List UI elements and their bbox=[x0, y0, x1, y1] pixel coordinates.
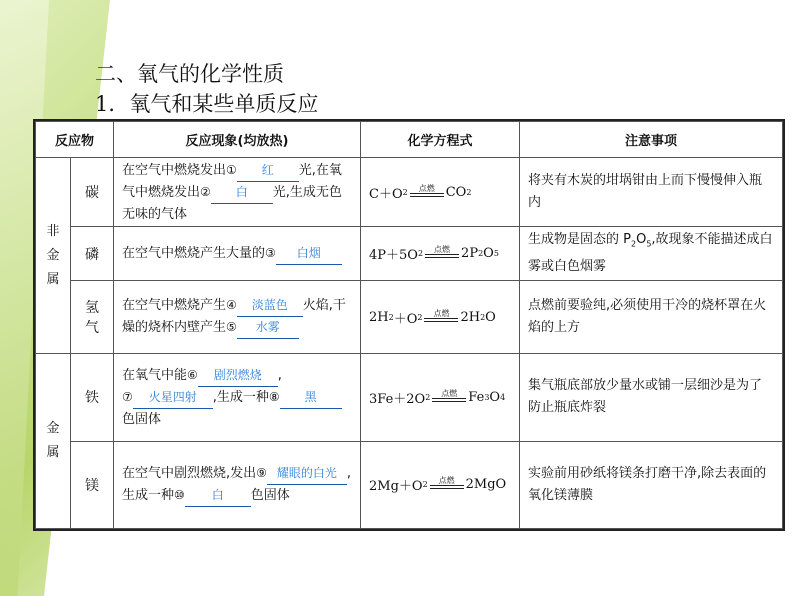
blank-number: ③ bbox=[265, 245, 276, 260]
blank-number: ⑧ bbox=[268, 389, 280, 404]
text: ,生成一种 bbox=[122, 465, 352, 503]
eq-sub: 2 bbox=[480, 312, 486, 322]
table-row-iron bbox=[36, 354, 783, 441]
table-row-hydrogen bbox=[36, 281, 783, 354]
eq-rhs: O bbox=[483, 246, 494, 262]
header-phenomenon: 反应现象(均放热) bbox=[114, 122, 361, 158]
eq-sub: 2 bbox=[478, 249, 484, 259]
header-equation: 化学方程式 bbox=[361, 122, 520, 158]
eq-lhs: 2Mg＋O bbox=[369, 479, 423, 495]
answer-blank: 红 bbox=[237, 160, 299, 182]
header-notes: 注意事项 bbox=[520, 122, 783, 158]
phenomenon-magnesium bbox=[114, 441, 361, 528]
element-phosphorus: 磷 bbox=[71, 227, 114, 281]
section-heading: 二、氧气的化学性质 bbox=[95, 62, 284, 86]
table-row-carbon bbox=[36, 158, 783, 227]
answer-blank: 黑 bbox=[280, 387, 342, 409]
eq-sub: 2 bbox=[422, 480, 428, 490]
table-row-phosphorus bbox=[36, 227, 783, 281]
answer-blank: 水雾 bbox=[237, 317, 299, 339]
category-nonmetal: 非金属 bbox=[36, 158, 71, 354]
text: ,生成一种 bbox=[212, 389, 269, 405]
answer-blank: 耀眼的白光 bbox=[267, 463, 347, 485]
equation-iron bbox=[361, 354, 520, 441]
eq-lhs: 2H bbox=[369, 309, 389, 325]
blank-number: ⑦ bbox=[122, 389, 133, 404]
eq-sub: 2 bbox=[388, 312, 394, 322]
eq-rhs: 2P bbox=[461, 246, 479, 262]
eq-lhs: C＋O bbox=[369, 186, 403, 202]
eq-sub: 2 bbox=[466, 187, 472, 197]
eq-sub: 5 bbox=[493, 249, 499, 259]
blank-number: ② bbox=[200, 184, 211, 199]
note-magnesium: 实验前用砂纸将镁条打磨干净,除去表面的氧化镁薄膜 bbox=[520, 441, 783, 528]
answer-blank: 淡蓝色 bbox=[237, 295, 303, 317]
eq-sub: 2 bbox=[402, 187, 408, 197]
blank-number: ④ bbox=[226, 298, 237, 313]
condition-mark bbox=[410, 184, 444, 197]
note-carbon: 将夹有木炭的坩埚钳由上而下慢慢伸入瓶内 bbox=[520, 158, 783, 227]
text: 生成物是固态的 P bbox=[528, 232, 631, 248]
phenomenon-iron bbox=[114, 354, 361, 441]
equation-phosphorus bbox=[361, 227, 520, 281]
text: , bbox=[277, 367, 282, 383]
blank-number: ① bbox=[226, 162, 237, 177]
eq-rhs: Fe bbox=[468, 389, 485, 405]
element-hydrogen: 氢气 bbox=[71, 281, 114, 354]
table-header-row bbox=[36, 122, 783, 158]
note-phosphorus bbox=[520, 227, 783, 281]
equation-magnesium bbox=[361, 441, 520, 528]
answer-blank: 白 bbox=[211, 182, 273, 204]
condition-text: 点燃 bbox=[438, 476, 455, 486]
equation-hydrogen bbox=[361, 281, 520, 354]
text: 在空气中燃烧发出 bbox=[122, 162, 227, 178]
text: 色固体 bbox=[122, 411, 162, 427]
eq-sub: 2 bbox=[425, 392, 431, 402]
element-iron: 铁 bbox=[71, 354, 114, 441]
answer-blank: 火星四射 bbox=[133, 387, 213, 409]
equation-carbon bbox=[361, 158, 520, 227]
text: O bbox=[636, 232, 647, 248]
condition-text: 点燃 bbox=[418, 183, 435, 193]
phenomenon-hydrogen bbox=[114, 281, 361, 354]
condition-mark bbox=[425, 245, 459, 258]
phenomenon-carbon bbox=[114, 158, 361, 227]
eq-lhs: ＋O bbox=[393, 311, 418, 327]
element-carbon: 碳 bbox=[71, 158, 114, 227]
eq-sub: 2 bbox=[417, 312, 423, 322]
condition-text: 点燃 bbox=[433, 308, 450, 318]
text: 在空气中燃烧产生大量的 bbox=[122, 245, 266, 261]
blank-number: ⑨ bbox=[256, 465, 267, 480]
eq-sub: 4 bbox=[500, 392, 506, 402]
condition-text: 点燃 bbox=[441, 388, 458, 398]
eq-lhs: 4P＋5O bbox=[369, 248, 418, 264]
reaction-table bbox=[35, 121, 783, 529]
text: ,故现象不能描述成白雾或白色烟雾 bbox=[528, 232, 773, 274]
blank-number: ⑩ bbox=[174, 487, 185, 502]
text: 在空气中剧烈燃烧,发出 bbox=[122, 465, 257, 481]
blank-number: ⑥ bbox=[187, 367, 198, 382]
text: 在氧气中能 bbox=[122, 367, 188, 383]
table-row-magnesium bbox=[36, 441, 783, 528]
text: 色固体 bbox=[250, 487, 290, 503]
note-hydrogen: 点燃前要验纯,必须使用干冷的烧杯罩在火焰的上方 bbox=[520, 281, 783, 354]
answer-blank: 白烟 bbox=[276, 243, 342, 265]
answer-blank: 白 bbox=[185, 485, 251, 507]
eq-rhs: 2MgO bbox=[465, 477, 507, 493]
eq-sub: 3 bbox=[484, 392, 490, 402]
header-reactant: 反应物 bbox=[36, 122, 114, 158]
text: 光,在氧气中燃烧发出 bbox=[122, 162, 342, 200]
category-metal: 金属 bbox=[36, 354, 71, 529]
text: 火焰,干燥的烧杯内壁产生 bbox=[122, 298, 346, 336]
condition-text: 点燃 bbox=[434, 245, 451, 255]
eq-rhs: O bbox=[489, 389, 501, 405]
condition-mark bbox=[432, 389, 466, 402]
answer-blank: 剧烈燃烧 bbox=[198, 365, 278, 387]
eq-lhs: 3Fe＋2O bbox=[369, 391, 426, 407]
phenomenon-phosphorus bbox=[114, 227, 361, 281]
note-iron: 集气瓶底部放少量水或铺一层细沙是为了防止瓶底炸裂 bbox=[520, 354, 783, 441]
element-magnesium: 镁 bbox=[71, 441, 114, 528]
text: 光,生成无色无味的气体 bbox=[122, 184, 342, 222]
reaction-table-frame bbox=[33, 119, 785, 531]
subsection-heading: 1．氧气和某些单质反应 bbox=[95, 92, 319, 116]
blank-number: ⑤ bbox=[226, 320, 237, 335]
condition-mark bbox=[430, 476, 464, 489]
eq-sub: 2 bbox=[417, 249, 424, 259]
text-sub: 5 bbox=[646, 239, 652, 249]
text: 在空气中燃烧产生 bbox=[122, 298, 227, 314]
text-sub: 2 bbox=[630, 239, 637, 249]
eq-rhs: 2H bbox=[460, 309, 481, 325]
condition-mark bbox=[424, 309, 458, 322]
eq-rhs: O bbox=[485, 309, 496, 325]
eq-rhs: CO bbox=[445, 184, 467, 200]
